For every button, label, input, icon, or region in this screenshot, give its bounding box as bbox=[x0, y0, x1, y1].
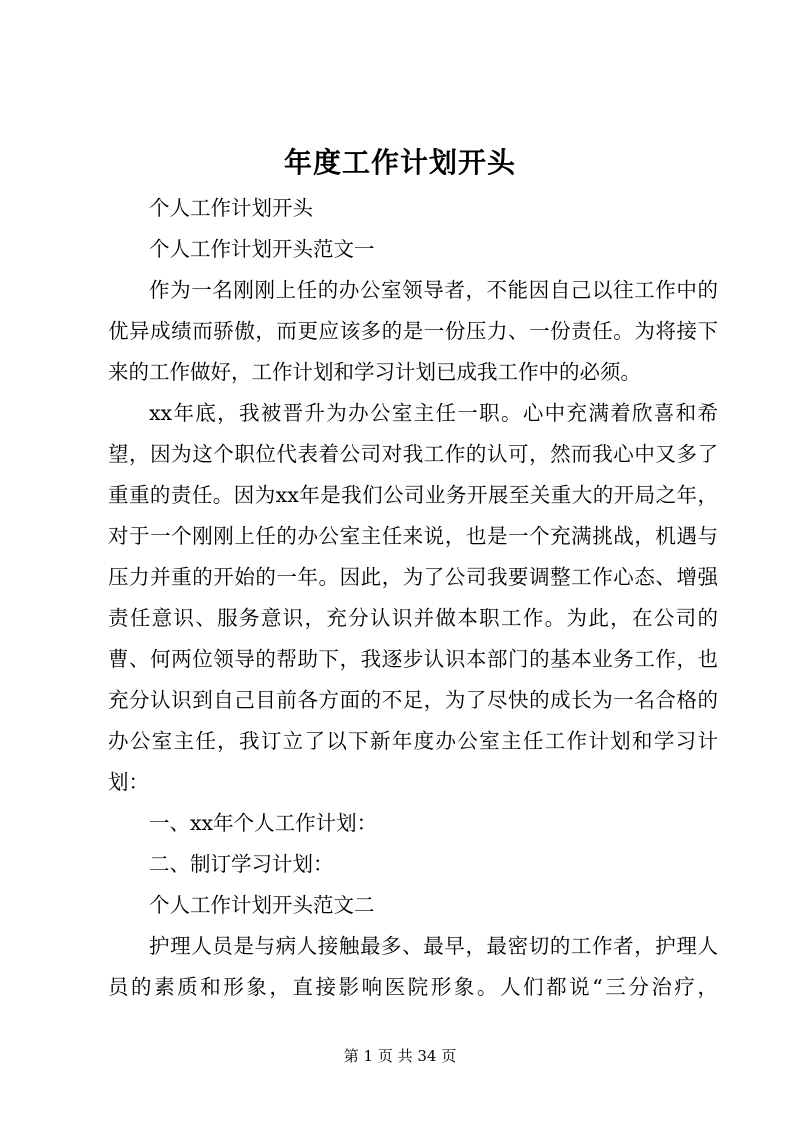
paragraph: 个人工作计划开头范文二 bbox=[149, 893, 375, 917]
paragraph: xx年底，我被晋升为办公室主任一职。心中充满着欣喜和希望，因为这个职位代表着公司对我工作的认可，然而我心中又多了重重的责任。因为xx年是我们公司业务开展至关重大的开局之年，对于一个刚刚上任的办公室主任来说，也是一个充满挑战，机遇与压力并重的开始的一年。因此，为了公司我要调整工作心态、增强责任意识、服务意识，充分认识并做本职工作。为此，在公司的曹、何两位领导的帮助下，我逐步认识本部门的基本业务工作，也充分认识到自己目前各方面的不足，为了尽快的成长为一名合格的办公室主任，我订立了以下新年度办公室主任工作计划和学习计划： bbox=[108, 401, 718, 794]
paragraph: 二、制订学习计划： bbox=[149, 852, 334, 876]
document-title: 年度工作计划开头 bbox=[283, 146, 516, 179]
paragraph: 一、xx年个人工作计划： bbox=[149, 811, 378, 835]
paragraph: 护理人员是与病人接触最多、最早，最密切的工作者，护理人员的素质和形象，直接影响医院形象。人们都说“三分治疗， bbox=[108, 934, 718, 999]
paragraph: 作为一名刚刚上任的办公室领导者，不能因自己以往工作中的优异成绩而骄傲，而更应该多的是一份压力、一份责任。为将接下来的工作做好，工作计划和学习计划已成我工作中的必须。 bbox=[108, 278, 718, 384]
document-body bbox=[108, 188, 718, 1008]
paragraph: 个人工作计划开头范文一 bbox=[149, 237, 375, 261]
page-footer: 第 1 页 共 34 页 bbox=[343, 1047, 457, 1065]
paragraph: 个人工作计划开头 bbox=[149, 196, 313, 220]
